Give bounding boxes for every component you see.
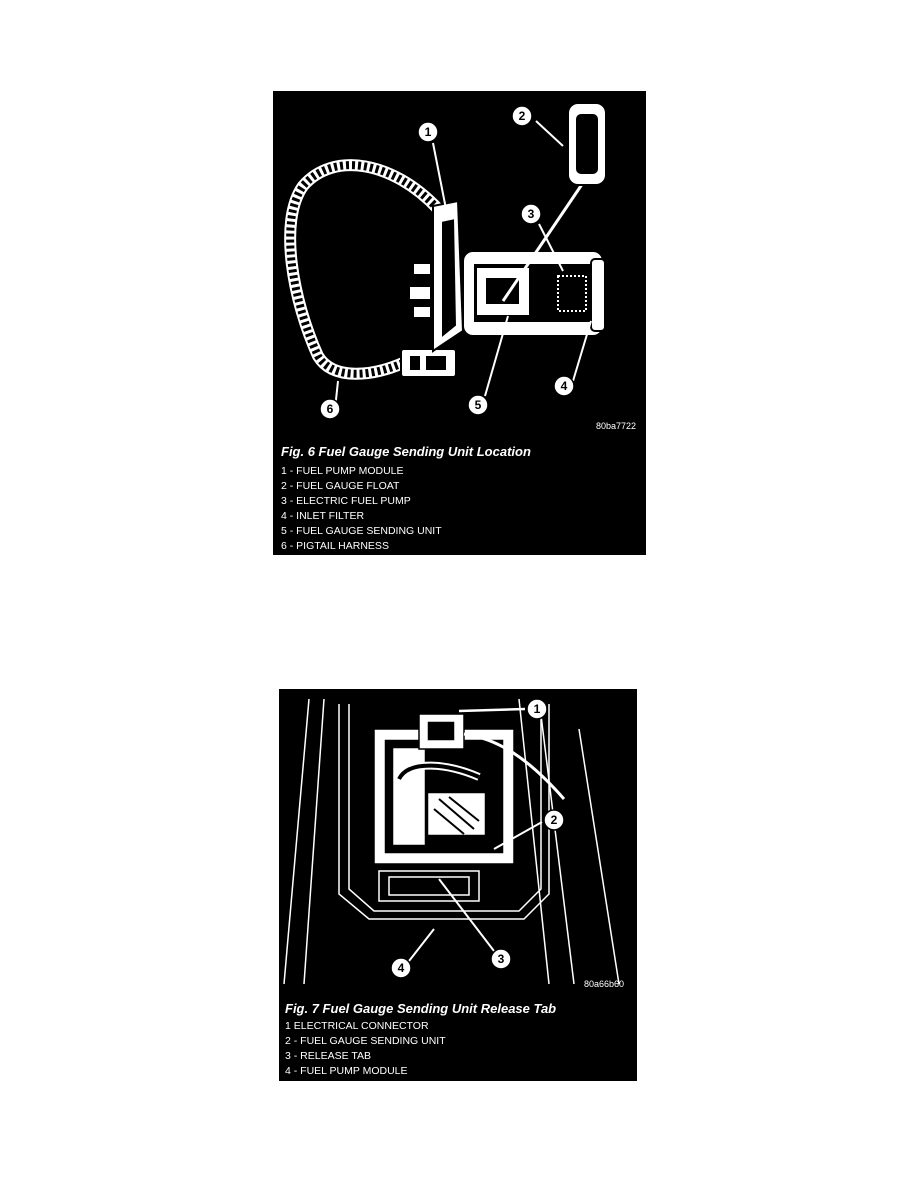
callout-2: 2: [518, 109, 526, 123]
legend-item: 5 - FUEL GAUGE SENDING UNIT: [281, 525, 442, 537]
drawing-code: 80ba7722: [596, 421, 637, 431]
callout-4: 4: [560, 379, 568, 393]
fuel-pump-module-illustration: [273, 91, 646, 431]
figure-caption: Fig. 7 Fuel Gauge Sending Unit Release Tab: [285, 1001, 557, 1016]
figure-7: [279, 689, 637, 1081]
callout-3: 3: [527, 207, 535, 221]
callout-1: 1: [533, 702, 541, 716]
legend-item: 6 - PIGTAIL HARNESS: [281, 540, 389, 552]
callout-1: 1: [424, 125, 432, 139]
callout-5: 5: [474, 398, 482, 412]
figure-6: [273, 91, 646, 555]
figure-caption: Fig. 6 Fuel Gauge Sending Unit Location: [281, 444, 531, 459]
legend-item: 4 - FUEL PUMP MODULE: [285, 1065, 408, 1077]
callout-3: 3: [497, 952, 505, 966]
legend-item: 1 - FUEL PUMP MODULE: [281, 465, 404, 477]
callout-4: 4: [397, 961, 405, 975]
legend-item: 1 ELECTRICAL CONNECTOR: [285, 1020, 429, 1032]
legend-item: 3 - RELEASE TAB: [285, 1050, 371, 1062]
legend-item: 2 - FUEL GAUGE FLOAT: [281, 480, 400, 492]
legend-item: 3 - ELECTRIC FUEL PUMP: [281, 495, 411, 507]
callout-2: 2: [550, 813, 558, 827]
callout-6: 6: [326, 402, 334, 416]
legend-item: 2 - FUEL GAUGE SENDING UNIT: [285, 1035, 446, 1047]
drawing-code: 80a66b60: [584, 979, 625, 989]
legend-item: 4 - INLET FILTER: [281, 510, 365, 522]
figure-legend: [285, 1019, 446, 1079]
figure-legend: [281, 464, 442, 554]
release-tab-illustration: [279, 689, 637, 989]
